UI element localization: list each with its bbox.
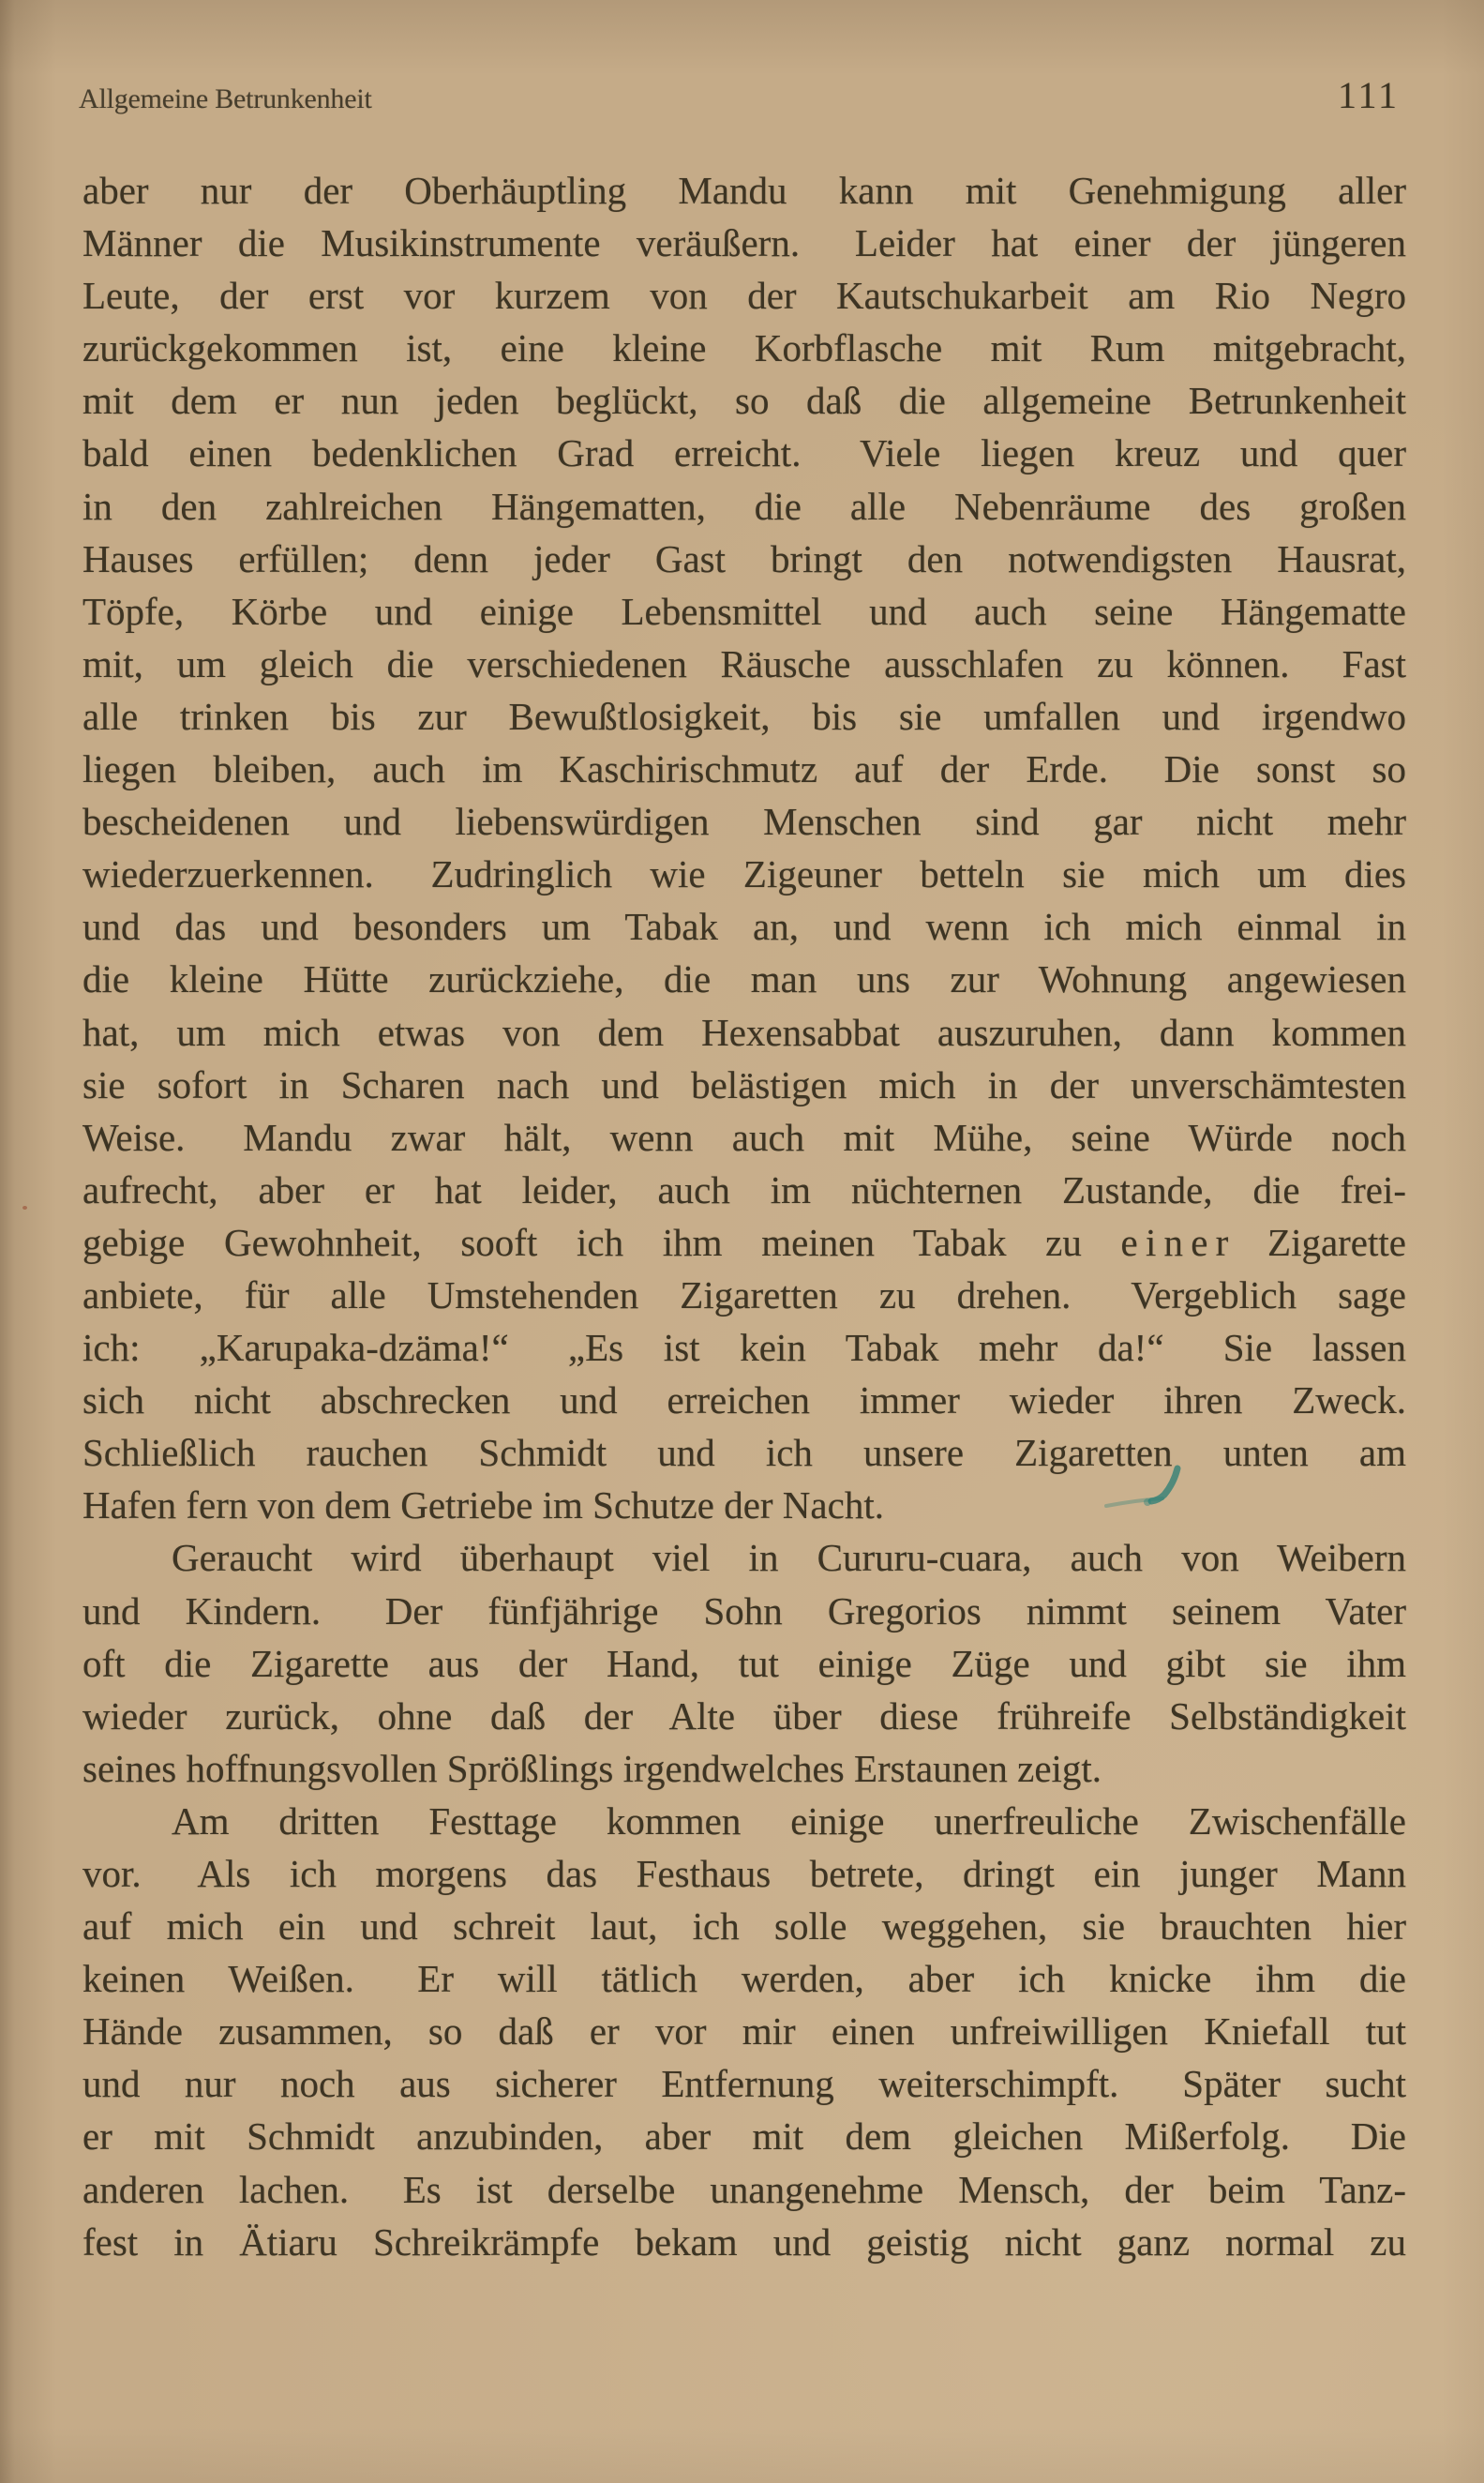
text-line: keinen Weißen. Er will tätlich werden, aber ich knicke ihm die [82, 1957, 1406, 2001]
text-line: Am dritten Festtage kommen einige unerfreuliche Zwischenfälle [172, 1798, 1406, 1843]
text-line: er mit Schmidt anzubinden, aber mit dem gleichen Mißerfolg. Die [82, 2114, 1406, 2159]
paragraph [82, 1795, 1406, 2268]
text-line: wiederzuerkennen. Zudringlich wie Zigeuner betteln sie mich um dies [82, 852, 1406, 896]
text-line: bald einen bedenklichen Grad erreicht. Viele liegen kreuz und quer [82, 431, 1406, 475]
text-line: Weise. Mandu zwar hält, wenn auch mit Mühe, seine Würde noch [82, 1115, 1406, 1159]
text-line: Leute, der erst vor kurzem von der Kautschukarbeit am Rio Negro [82, 274, 1406, 318]
text-line: auf mich ein und schreit laut, ich solle weggehen, sie brauchten hier [82, 1904, 1406, 1949]
paragraph [82, 1531, 1406, 1794]
page-number: 111 [1337, 74, 1400, 116]
text-line: alle trinken bis zur Bewußtlosigkeit, bis sie umfallen und irgendwo [82, 694, 1406, 738]
text-line: wieder zurück, ohne daß der Alte über diese frühreife Selbständigkeit [82, 1693, 1406, 1738]
text-line: ich: „Karupaka-dzäma!“ „Es ist kein Tabak mehr da!“ Sie lassen [82, 1326, 1406, 1370]
text-line: oft die Zigarette aus der Hand, tut einige Züge und gibt sie ihm [82, 1641, 1406, 1685]
text-line: Hafen fern von dem Getriebe im Schutze der Nacht. [82, 1483, 884, 1527]
text-line: und Kindern. Der fünfjährige Sohn Gregorios nimmt seinem Vater [82, 1588, 1406, 1633]
paragraph [82, 164, 1406, 1531]
text-line: Geraucht wird überhaupt viel in Cururu-cuara, auch von Weibern [172, 1536, 1406, 1580]
text-block [82, 164, 1406, 2268]
text-line: Hände zusammen, so daß er vor mir einen unfreiwilligen Kniefall tut [82, 2009, 1406, 2054]
text-line: zurückgekommen ist, eine kleine Korbflasche mit Rum mitgebracht, [82, 326, 1406, 370]
running-title: Allgemeine Betrunkenheit [79, 83, 372, 114]
paper-speck [22, 1206, 27, 1210]
running-head [79, 73, 1400, 117]
text-line: sie sofort in Scharen nach und belästigen mich in der unverschämtesten [82, 1062, 1406, 1106]
text-line: in den zahlreichen Hängematten, die alle Nebenräume des großen [82, 484, 1406, 528]
text-line: aber nur der Oberhäuptling Mandu kann mit Genehmigung aller [82, 169, 1406, 212]
text-line: liegen bleiben, auch im Kaschirischmutz auf der Erde. Die sonst so [82, 747, 1406, 791]
text-line: Hauses erfüllen; denn jeder Gast bringt den notwendigsten Hausrat, [82, 536, 1406, 580]
text-line: fest in Ätiaru Schreikrämpfe bekam und geistig nicht ganz normal zu [82, 2220, 1406, 2264]
text-line: und nur noch aus sicherer Entfernung weiterschimpft. Später sucht [82, 2062, 1406, 2106]
text-line: Männer die Musikinstrumente veräußern. Leider hat einer der jüngeren [82, 221, 1406, 265]
text-line: hat, um mich etwas von dem Hexensabbat auszuruhen, dann kommen [82, 1010, 1406, 1054]
text-line: mit, um gleich die verschiedenen Räusche ausschlafen zu können. Fast [82, 641, 1406, 685]
text-line: aufrecht, aber er hat leider, auch im nüchternen Zustande, die frei- [82, 1167, 1406, 1211]
text-line: anbiete, für alle Umstehenden Zigaretten zu drehen. Vergeblich sage [82, 1272, 1406, 1317]
text-line: Schließlich rauchen Schmidt und ich unsere Zigaretten unten am [82, 1431, 1406, 1475]
text-line: seines hoffnungsvollen Sprößlings irgendwelches Erstaunen zeigt. [82, 1746, 1102, 1790]
text-line: Töpfe, Körbe und einige Lebensmittel und auch seine Hängematte [82, 589, 1406, 633]
text-line: sich nicht abschrecken und erreichen immer wieder ihren Zweck. [82, 1378, 1406, 1422]
text-line: anderen lachen. Es ist derselbe unangenehme Mensch, der beim Tanz- [82, 2167, 1406, 2211]
text-line: vor. Als ich morgens das Festhaus betrete, dringt ein junger Mann [82, 1852, 1406, 1895]
text-line: bescheidenen und liebenswürdigen Menschen sind gar nicht mehr [82, 800, 1406, 844]
text-line: die kleine Hütte zurückziehe, die man uns zur Wohnung angewiesen [82, 957, 1406, 1001]
text-line: und das und besonders um Tabak an, und wenn ich mich einmal in [82, 905, 1406, 949]
text-line: gebige Gewohnheit, sooft ich ihm meinen Tabak zu e i n e r Zigarette [82, 1220, 1406, 1264]
text-line: mit dem er nun jeden beglückt, so daß die allgemeine Betrunkenheit [82, 379, 1406, 423]
